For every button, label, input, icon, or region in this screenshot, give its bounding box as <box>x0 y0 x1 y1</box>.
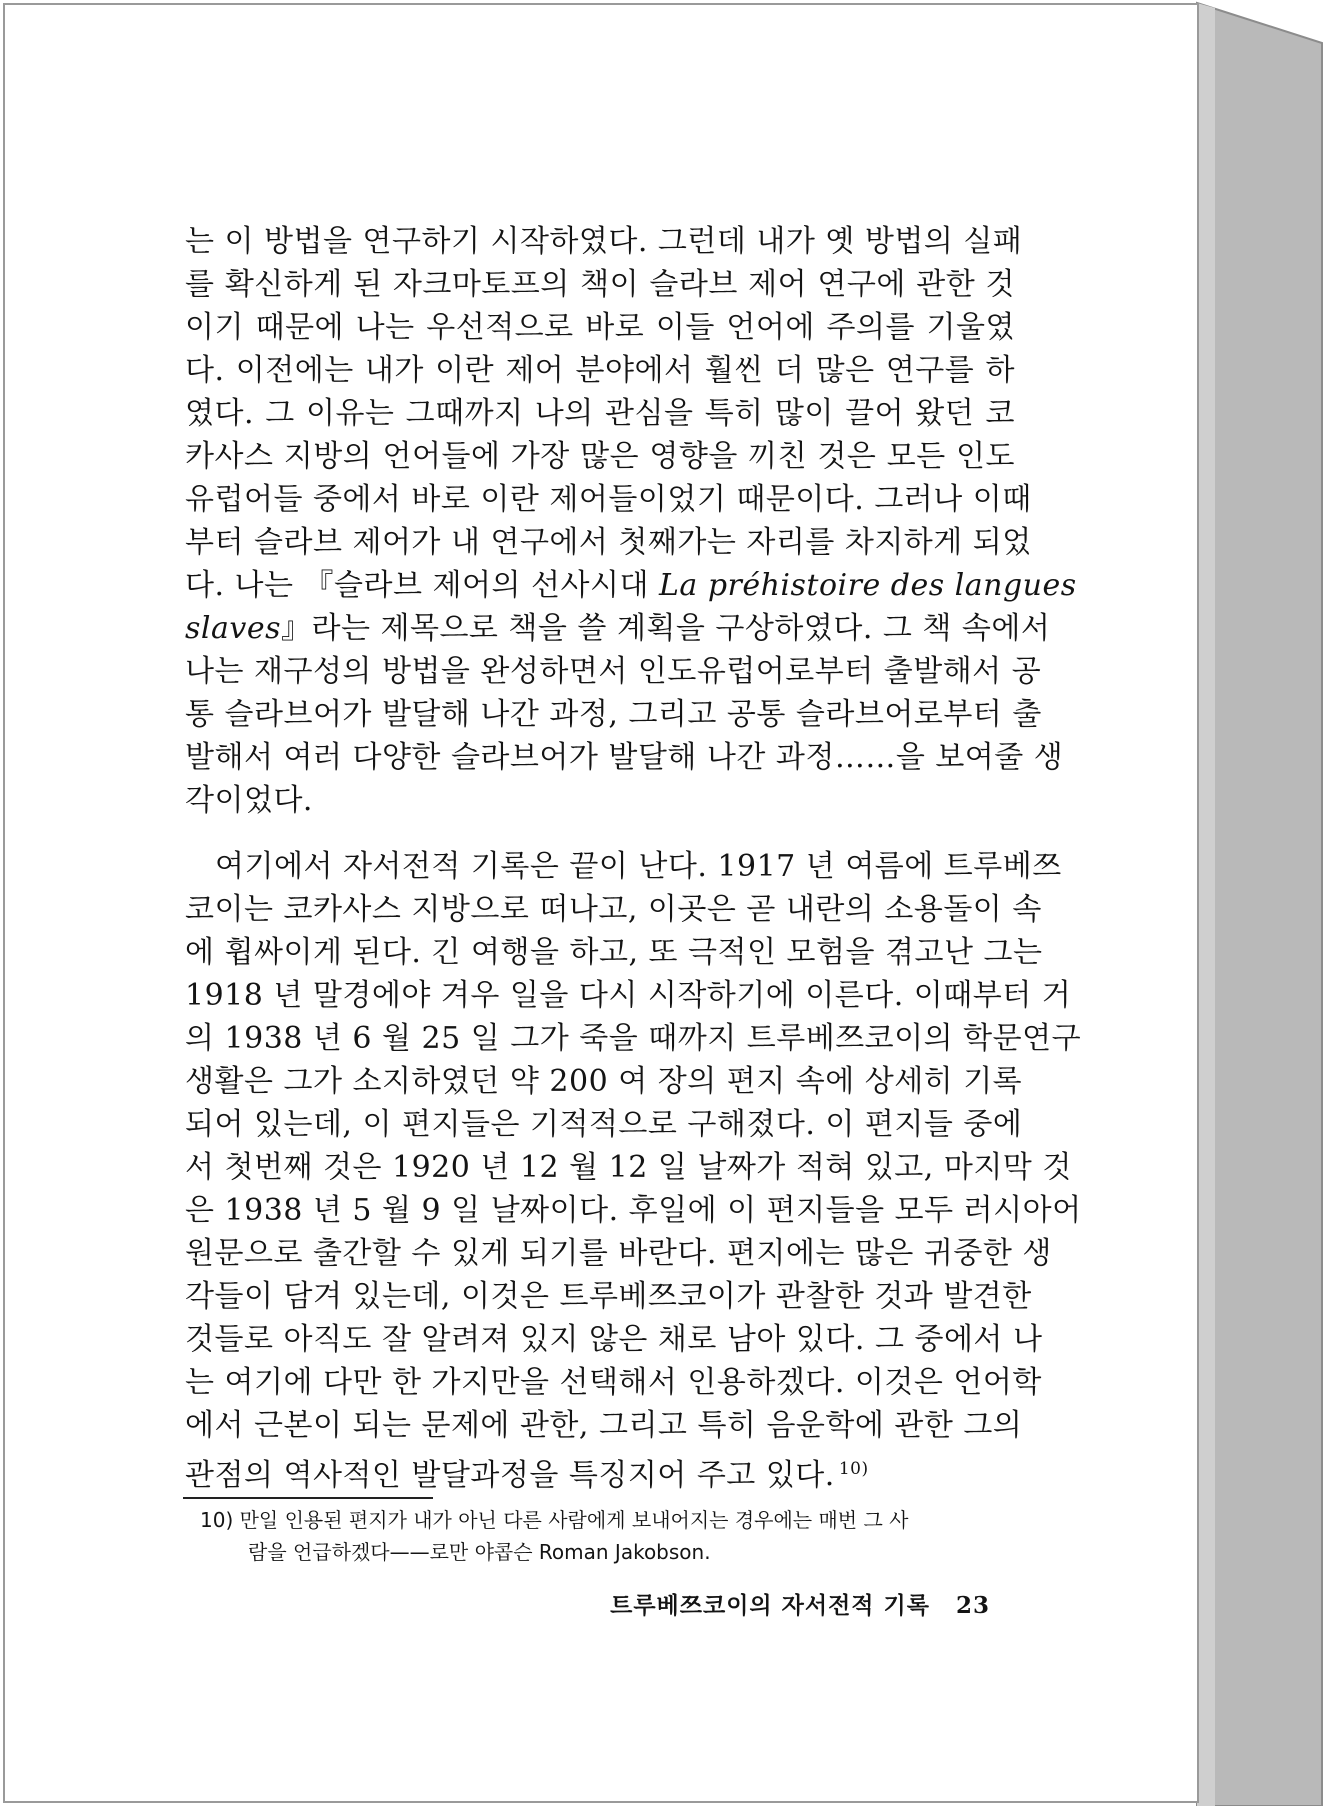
running-footer-title: 트루베쯔코이의 자서전적 기록 <box>610 1593 930 1619</box>
text-line: 발해서 여러 다양한 슬라브어가 발달해 나간 과정……을 보여줄 생 <box>185 740 1064 775</box>
running-footer <box>610 1587 990 1620</box>
text-line: 서 첫번째 것은 1920 년 12 월 12 일 날짜가 적혀 있고, 마지막 것 <box>185 1150 1072 1185</box>
text-line: 는 여기에 다만 한 가지만을 선택해서 인용하겠다. 이것은 언어학 <box>185 1365 1042 1400</box>
text-line: 생활은 그가 소지하였던 약 200 여 장의 편지 속에 상세히 기록 <box>185 1064 1023 1099</box>
text-line: 코이는 코카사스 지방으로 떠나고, 이곳은 곧 내란의 소용돌이 속 <box>185 892 1042 927</box>
text-segment: 관점의 역사적인 발달과정을 특징지어 주고 있다. <box>185 1458 835 1493</box>
text-line: 다. 이전에는 내가 이란 제어 분야에서 훨씬 더 많은 연구를 하 <box>185 353 1015 388</box>
text-segment: 다. 나는 『슬라브 제어의 선사시대 <box>185 568 659 603</box>
text-line: 각이었다. <box>185 783 313 818</box>
text-line <box>185 1449 1015 1496</box>
italic-book-title-cont: slaves <box>185 611 281 646</box>
text-line: 1918 년 말경에야 겨우 일을 다시 시작하기에 이른다. 이때부터 거 <box>185 978 1072 1013</box>
text-line: 에 휩싸이게 된다. 긴 여행을 하고, 또 극적인 모험을 겪고난 그는 <box>185 935 1043 970</box>
text-line: 의 1938 년 6 월 25 일 그가 죽을 때까지 트루베쯔코이의 학문연구 <box>185 1021 1082 1056</box>
text-line: 유럽어들 중에서 바로 이란 제어들이었기 때문이다. 그러나 이때 <box>185 482 1032 517</box>
text-line: 를 확신하게 된 자크마토프의 책이 슬라브 제어 연구에 관한 것 <box>185 267 1015 302</box>
footnote-line: 10) 만일 인용된 편지가 내가 아닌 다른 사람에게 보내어지는 경우에는 매번 그 사 <box>200 1508 909 1532</box>
italic-book-title: La préhistoire des langues <box>658 568 1077 603</box>
text-line: 것들로 아직도 잘 알려져 있지 않은 채로 남아 있다. 그 중에서 나 <box>185 1322 1043 1357</box>
text-line: 이기 때문에 나는 우선적으로 바로 이들 언어에 주의를 기울였 <box>185 310 1015 345</box>
text-line-with-italic-title <box>185 566 1077 606</box>
text-segment: 』라는 제목으로 책을 쓸 계획을 구상하였다. 그 책 속에서 <box>280 611 1051 646</box>
text-line-with-italic-title <box>185 609 1051 649</box>
text-line: 나는 재구성의 방법을 완성하면서 인도유럽어로부터 출발해서 공 <box>185 654 1042 689</box>
text-line: 원문으로 출간할 수 있게 되기를 바란다. 편지에는 많은 귀중한 생 <box>185 1236 1052 1271</box>
page-number: 23 <box>955 1592 990 1619</box>
text-line: 에서 근본이 되는 문제에 관한, 그리고 특히 음운학에 관한 그의 <box>185 1408 1023 1443</box>
text-line: 부터 슬라브 제어가 내 연구에서 첫째가는 자리를 차지하게 되었 <box>185 525 1032 560</box>
text-line: 는 이 방법을 연구하기 시작하였다. 그런데 내가 옛 방법의 실패 <box>185 224 1023 259</box>
footnote-marker: 10) <box>838 1459 869 1479</box>
footnote-line: 람을 언급하겠다——로만 야콥슨 Roman Jakobson. <box>248 1540 711 1564</box>
text-line: 되어 있는데, 이 편지들은 기적적으로 구해졌다. 이 편지들 중에 <box>185 1107 1023 1142</box>
text-line: 통 슬라브어가 발달해 나간 과정, 그리고 공통 슬라브어로부터 출 <box>185 697 1042 732</box>
text-line: 카사스 지방의 언어들에 가장 많은 영향을 끼친 것은 모든 인도 <box>185 439 1015 474</box>
text-line: 각들이 담겨 있는데, 이것은 트루베쯔코이가 관찰한 것과 발견한 <box>185 1279 1032 1314</box>
text-line: 여기에서 자서전적 기록은 끝이 난다. 1917 년 여름에 트루베쯔 <box>215 849 1062 884</box>
footnote-rule <box>183 1497 433 1499</box>
text-line: 은 1938 년 5 월 9 일 날짜이다. 후일에 이 편지들을 모두 러시아어 <box>185 1193 1082 1228</box>
text-line: 였다. 그 이유는 그때까지 나의 관심을 특히 많이 끌어 왔던 코 <box>185 396 1015 431</box>
